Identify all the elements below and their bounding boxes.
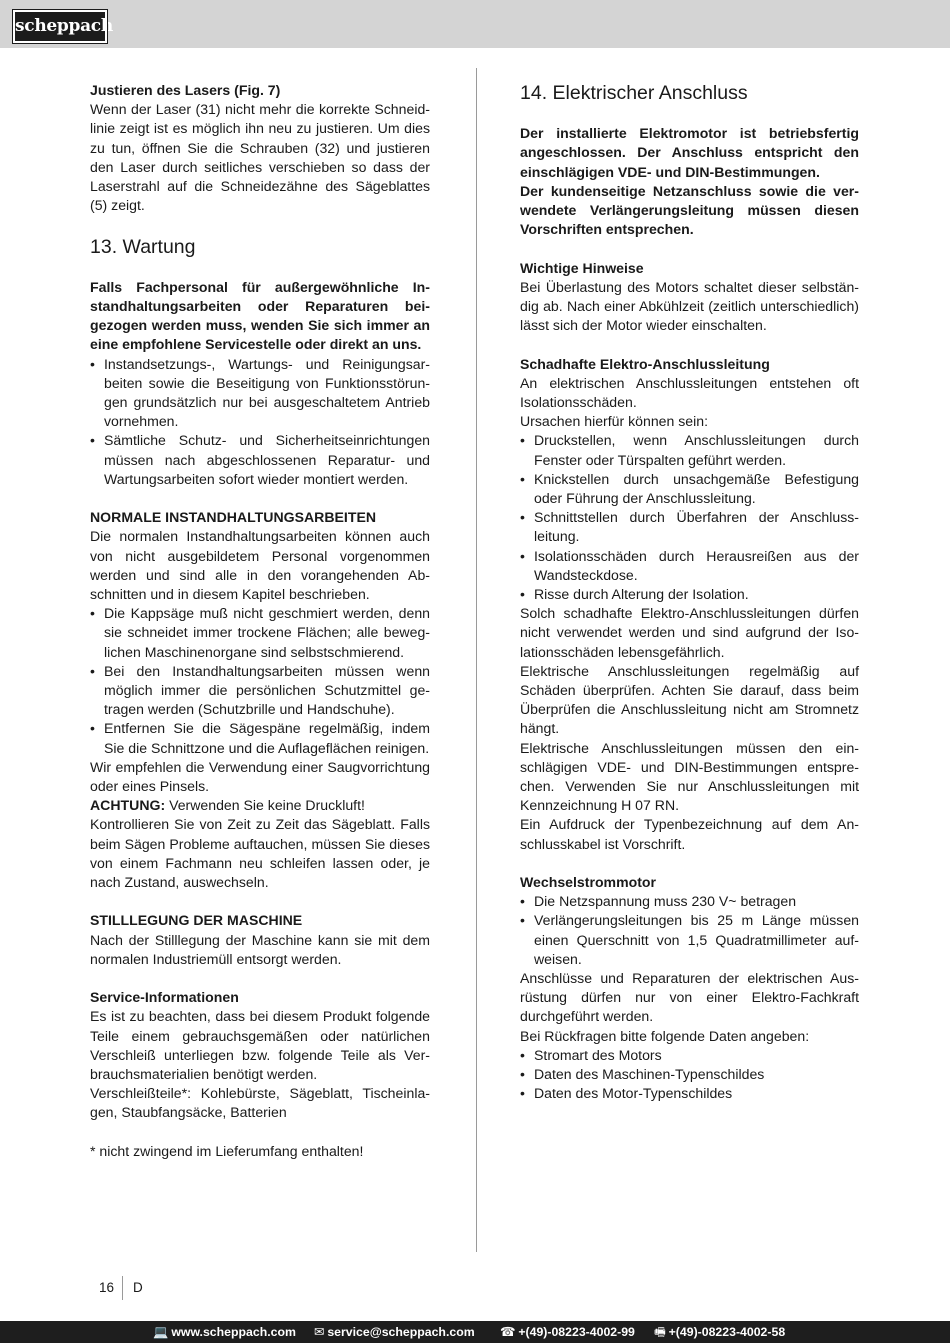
achtung-line [90,796,430,815]
website-link[interactable]: www.scheppach.com [171,1325,296,1339]
envelope-icon: ✉ [314,1325,325,1339]
wechsel-list [520,892,859,969]
phone-icon: ☎ [500,1325,516,1339]
contact-footer-bar [0,1321,950,1343]
list-item: • Daten des Maschinen-Typenschildes [520,1065,859,1084]
aufdruck-text: Ein Aufdruck der Typenbezeichnung auf dem Anschlusskabel ist Vorschrift. [520,816,859,852]
ursachen-list [520,431,859,604]
list-item: • Isolationsschäden durch Herausreißen aus der Wandsteckdose. [520,547,859,585]
laser-heading: Justieren des Lasers (Fig. 7) [90,82,281,98]
anschluss-intro-2: Der kundenseitige Netzanschluss sowie die verwendete Verlängerungsleitung müssen diesen Vorschriften entsprechen. [520,182,859,238]
verschleiss-text: Verschleißteile*: Kohlebürste, Sägeblatt, Tischeinlagen, Staubfangsäcke, Batterien [90,1085,430,1121]
list-item: • Schnittstellen durch Überfahren der Anschlussleitung. [520,508,859,546]
list-item: • Die Netzspannung muss 230 V~ betragen [520,892,859,911]
vde-text: Elektrische Anschlussleitungen müssen den einschlägigen VDE- und DIN-Bestimmungen entsprechen. Verwenden Sie nur Anschlussleitungen mit Kennzeichnung H 07 RN. [520,739,859,814]
fax-icon: 🖷 [654,1325,666,1339]
anschluss-intro-1: Der installierte Elektromotor ist betriebsfertig angeschlossen. Der Anschluss entspricht den einschlägigen VDE- und DIN-Bestimmungen. [520,125,859,180]
saug-text: Wir empfehlen die Verwendung einer Saugvorrichtung oder eines Pinsels. [90,758,430,795]
list-item: • Druckstellen, wenn Anschlussleitungen durch Fenster oder Türspalten geführt werden. [520,431,859,469]
wartung-intro: Falls Fachpersonal für außergewöhnliche Instandhaltungsarbeiten oder Reparaturen beigezogen werden muss, wenden Sie sich immer an eine empfohlene Servicestelle oder direkt an uns. [90,278,430,353]
pruefen-text: Elektrische Anschlussleitungen regelmäßig auf Schäden überprüfen. Achten Sie darauf, dass beim Überprüfen die Anschlussleitung nicht am Stromnetz hängt. [520,662,859,737]
section-title-wartung: 13. Wartung [90,235,196,258]
header-bar [0,0,950,48]
solch-text: Solch schadhafte Elektro-Anschlussleitungen dürfen nicht verwendet werden und sind aufgrund der Isolationsschäden lebensgefährlich. [520,605,859,660]
footer-fax [654,1321,785,1343]
anschluesse-text: Anschlüsse und Reparaturen der elektrischen Ausrüstung dürfen nur von einer Elektro-Fachkraft durchgeführt werden. [520,970,859,1025]
list-item: • Verlängerungsleitungen bis 25 m Länge müssen einen Querschnitt von 1,5 Quadratmillimeter aufweisen. [520,911,859,969]
language-code: D [133,1280,143,1295]
normale-list [90,604,430,758]
stilllegung-text: Nach der Stilllegung der Maschine kann sie mit dem normalen Industriemüll entsorgt werden. [90,931,430,967]
scheppach-logo: scheppach [13,10,107,43]
stilllegung-heading: STILLLEGUNG DER MASCHINE [90,912,303,929]
hinweise-heading: Wichtige Hinweise [520,259,644,276]
list-item: • Knickstellen durch unsachgemäße Befestigung oder Führung der Anschlussleitung. [520,470,859,508]
footer-email[interactable] [314,1321,475,1343]
schadhafte-heading: Schadhafte Elektro-Anschlussleitung [520,355,770,372]
page-number: 16 [99,1280,115,1295]
list-item: • Instandsetzungs-, Wartungs- und Reinigungsarbeiten sowie die Beseitigung von Funktionsstörungen grundsätzlich nur bei ausgeschaltetem Antrieb vornehmen. [90,355,430,432]
service-heading: Service-Informationen [90,989,239,1006]
left-column [90,81,430,1161]
achtung-label: ACHTUNG: [90,797,166,814]
kontrolle-text: Kontrollieren Sie von Zeit zu Zeit das Sägeblatt. Falls beim Sägen Probleme auftauchen, müssen Sie dieses von einem Fachmann neu schleifen lassen oder, je nach Zustand, auswechseln. [90,816,430,891]
page-number-divider [122,1276,123,1300]
footer-phone [500,1321,635,1343]
hinweise-text: Bei Überlastung des Motors schaltet dieser selbständig ab. Nach einer Abkühlzeit (zeitlich unterschiedlich) lässt sich der Motor wieder einschalten. [520,278,859,334]
wartung-list [90,355,430,489]
service-text: Es ist zu beachten, dass bei diesem Produkt folgende Teile einem gebrauchsgemäßen oder natürlichen Verschleiß unterliegen bzw. folgende Teile als Verbrauchsmaterialien benötigt werden. [90,1008,430,1083]
phone-number: +(49)-08223-4002-99 [518,1325,635,1339]
footnote: * nicht zwingend im Lieferumfang enthalten! [90,1142,364,1159]
list-item: • Entfernen Sie die Sägespäne regelmäßig, indem Sie die Schnittzone und die Auflageflächen reinigen. [90,719,430,757]
achtung-text: Verwenden Sie keine Druckluft! [165,797,365,814]
email-link[interactable]: service@scheppach.com [327,1325,475,1339]
normale-heading: NORMALE INSTANDHALTUNGSARBEITEN [90,509,377,526]
computer-icon: 💻 [153,1325,169,1339]
list-item: • Sämtliche Schutz- und Sicherheitseinrichtungen müssen nach abgeschlossenen Reparatur- und Wartungsarbeiten sofort wieder montiert werden. [90,431,430,489]
right-column [520,81,859,1104]
column-divider [476,68,477,1252]
laser-text: Wenn der Laser (31) nicht mehr die korrekte Schneidlinie zeigt ist es möglich ihn neu zu justieren. Um dies zu tun, öffnen Sie die Schrauben (32) und justieren den Laser durch seitliches verschieben so dass der Laserstrahl auf die Schneidezähne des Sägeblattes (5) zeigt. [90,101,430,214]
list-item: • Risse durch Alterung der Isolation. [520,585,859,604]
rueckfragen-text: Bei Rückfragen bitte folgende Daten angeben: [520,1027,810,1044]
footer-website[interactable] [153,1321,296,1343]
fax-number: +(49)-08223-4002-58 [668,1325,786,1339]
ursachen-text: Ursachen hierfür können sein: [520,413,709,430]
wechsel-heading: Wechselstrommotor [520,874,657,891]
daten-list [520,1046,859,1104]
schadhafte-text: An elektrischen Anschlussleitungen entstehen oft Isolationsschäden. [520,374,859,410]
list-item: • Daten des Motor-Typenschildes [520,1084,859,1103]
list-item: • Die Kappsäge muß nicht geschmiert werden, denn sie schneidet immer trockene Flächen; alle beweglichen Maschinenorgane sind selbstschmierend. [90,604,430,662]
list-item: • Bei den Instandhaltungsarbeiten müssen wenn möglich immer die persönlichen Schutzmittel getragen werden (Schutzbrille und Handschuhe). [90,662,430,720]
section-title-anschluss: 14. Elektrischer Anschluss [520,82,748,104]
normale-text: Die normalen Instandhaltungsarbeiten können auch von nicht ausgebildetem Personal vorgenommen werden und sind alle in den vorangehenden Abschnitten und in diesem Kapitel beschrieben. [90,528,430,603]
list-item: • Stromart des Motors [520,1046,859,1065]
